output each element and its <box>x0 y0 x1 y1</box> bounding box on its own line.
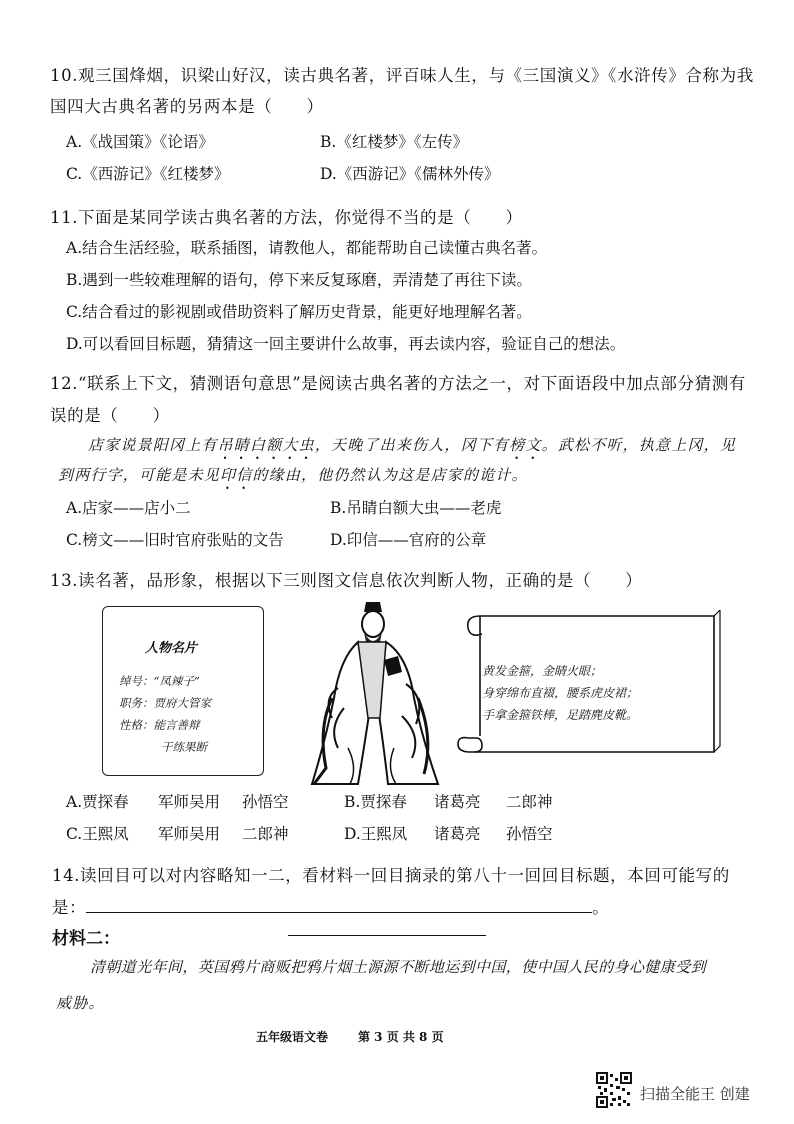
q11-option-a[interactable]: A.结合生活经验，联系插图，请教他人，都能帮助自己读懂古典名著。 <box>66 239 548 257</box>
q13-stem: 13.读名著，品形象，根据以下三则图文信息依次判断人物，正确的是（ ） <box>50 571 643 590</box>
q14-stem-line2: 是： 。 <box>52 898 610 917</box>
q12-stem-line2: 误的是（ ） <box>50 406 170 425</box>
q10-option-c[interactable]: C.《西游记》《红楼梦》 <box>66 165 230 183</box>
q10-option-a[interactable]: A.《战国策》《论语》 <box>66 133 214 151</box>
card-trait2: 干练果断 <box>161 740 207 754</box>
scroll-line1: 黄发金箍，金睛火眼； <box>482 664 603 678</box>
q12-passage-line2: 到两行字，可能是未见印信的缘由，他仍然认为这是店家的诡计。 <box>58 466 528 484</box>
robed-scholar-illustration <box>298 598 448 788</box>
qr-code-icon <box>596 1072 632 1108</box>
card-title: 人物名片 <box>145 641 198 656</box>
q12-passage-line1: 店家说景阳冈上有吊睛白额大虫，天晚了出来伤人，冈下有榜文。武松不听，执意上冈，见 <box>88 436 737 454</box>
q11-option-c[interactable]: C.结合看过的影视剧或借助资料了解历史背景，能更好地理解名著。 <box>66 303 532 321</box>
scroll-line2: 身穿绵布直裰，腰系虎皮裙； <box>482 686 639 700</box>
card-trait1: 性格：能言善辩 <box>119 718 200 732</box>
q11-stem: 11.下面是某同学读古典名著的方法，你觉得不当的是（ ） <box>50 208 523 227</box>
q10-stem-line1: 10.观三国烽烟，识梁山好汉，读古典名著，评百味人生，与《三国演义》《水浒传》合称为我 <box>50 66 754 85</box>
q10-stem-line2: 国四大古典名著的另两本是（ ） <box>50 97 324 116</box>
q13-option-d[interactable]: D.王熙凤 诸葛亮 孙悟空 <box>344 825 553 843</box>
material2-title-rule <box>288 935 486 936</box>
scanner-watermark-text: 扫描全能王 创建 <box>640 1085 750 1103</box>
footer-subject: 五年级语文卷 <box>256 1030 329 1044</box>
q10-option-b[interactable]: B.《红楼梦》《左传》 <box>320 133 469 151</box>
q13-option-c[interactable]: C.王熙凤 军师吴用 二郎神 <box>66 825 289 843</box>
material2-line1: 清朝道光年间，英国鸦片商贩把鸦片烟土源源不断地运到中国，使中国人民的身心健康受到 <box>90 958 707 976</box>
footer-page-number: 第 3 页 共 8 页 <box>358 1030 444 1044</box>
q13-option-b[interactable]: B.贾探春 诸葛亮 二郎神 <box>344 793 553 811</box>
dotted-phrase-tiger: 吊睛白额大虫 <box>217 436 315 454</box>
card-nickname: 绰号：“凤辣子” <box>119 674 200 688</box>
q11-option-b[interactable]: B.遇到一些较难理解的语句，停下来反复琢磨，弄清楚了再往下读。 <box>66 271 532 289</box>
q14-stem-line1: 14.读回目可以对内容略知一二，看材料一回目摘录的第八十一回回目标题，本回可能写的 <box>52 866 730 885</box>
q14-answer-blank[interactable] <box>86 898 592 913</box>
scroll-line3: 手拿金箍铁棒，足踏麂皮靴。 <box>482 708 639 722</box>
q10-option-d[interactable]: D.《西游记》《儒林外传》 <box>320 165 500 183</box>
q12-option-c[interactable]: C.榜文——旧时官府张贴的文告 <box>66 531 284 549</box>
q13-option-a[interactable]: A.贾探春 军师吴用 孙悟空 <box>66 793 289 811</box>
q12-option-d[interactable]: D.印信——官府的公章 <box>330 531 487 549</box>
dotted-phrase-notice: 榜文 <box>509 436 542 454</box>
material2-line2: 威胁。 <box>56 994 105 1012</box>
material2-label: 材料二： <box>52 929 120 949</box>
q12-option-b[interactable]: B.吊睛白额大虫——老虎 <box>330 499 502 517</box>
card-duty: 职务：贾府大管家 <box>119 696 211 710</box>
q11-option-d[interactable]: D.可以看回目标题，猜猜这一回主要讲什么故事，再去读内容，验证自己的想法。 <box>66 335 626 353</box>
dotted-phrase-seal: 印信 <box>220 466 253 484</box>
character-card <box>102 606 264 776</box>
q12-option-a[interactable]: A.店家——店小二 <box>66 499 191 517</box>
q12-stem-line1: 12.“联系上下文，猜测语句意思”是阅读古典名著的方法之一，对下面语段中加点部分猜测有 <box>50 374 746 393</box>
